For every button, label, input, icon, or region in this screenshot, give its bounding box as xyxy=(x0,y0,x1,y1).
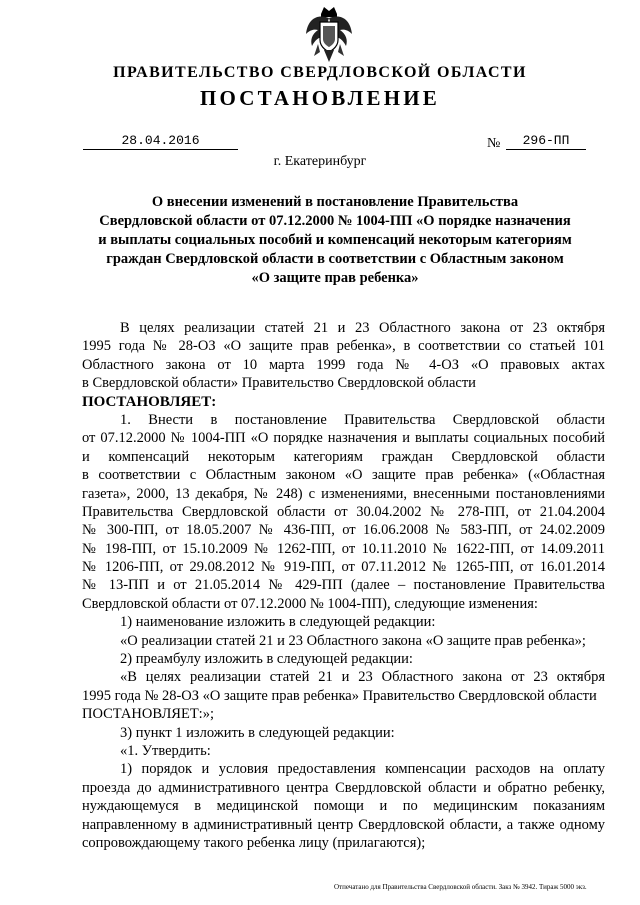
body-line: № 13-ПП и от 21.05.2014 № 429-ПП (далее – постановление Правительства xyxy=(82,577,605,594)
document-type: ПОСТАНОВЛЕНИЕ xyxy=(199,86,441,110)
title-line: граждан Свердловской области в соответствии с Областным законом xyxy=(106,251,564,267)
document-date: 28.04.2016 xyxy=(83,133,238,150)
number-sign: № xyxy=(487,136,501,151)
document-title xyxy=(70,193,600,288)
body-line: 1) наименование изложить в следующей редакции: xyxy=(120,614,436,631)
body-line: 1. Внести в постановление Правительства Свердловской области xyxy=(120,411,605,428)
body-line: в соответствии с Областным законом «О защите прав ребенка» («Областная xyxy=(82,467,605,484)
body-line: нуждающемуся в медицинской помощи и по медицинским показаниям xyxy=(82,798,605,815)
body-line: В целях реализации статей 21 и 23 Областного закона от 23 октября xyxy=(120,320,605,336)
document-number: 296-ПП xyxy=(506,133,586,150)
body-line: направленному в административный центр Свердловской области, а также одному xyxy=(82,816,605,833)
body-line: «1. Утвердить: xyxy=(120,742,211,759)
print-footer: Отпечатано для Правительства Свердловской области. Закз № 3942. Тираж 5000 экз. xyxy=(334,883,587,891)
body-line: Областного закона от 10 марта 1999 года № 4-ОЗ «О правовых актах xyxy=(82,356,605,373)
body-line: сопровождающему такого ребенка лицу (прилагаются); xyxy=(82,834,426,851)
title-line: и выплаты социальных пособий и компенсаций некоторым категориям xyxy=(98,232,572,248)
body-line: «О реализации статей 21 и 23 Областного закона «О защите прав ребенка»; xyxy=(120,632,586,649)
body-line: № 1206-ПП, от 29.08.2012 № 919-ПП, от 07.11.2012 № 1265-ПП, от 16.01.2014 xyxy=(82,559,605,576)
body-line: 1995 года № 28-ОЗ «О защите прав ребенка», в соответствии со статьей 101 xyxy=(82,338,605,355)
body-line: и компенсаций некоторым категориям граждан Свердловской области xyxy=(82,448,605,465)
body-line: 2) преамбулу изложить в следующей редакции: xyxy=(120,651,413,668)
title-line: Свердловской области от 07.12.2000 № 1004-ПП «О порядке назначения xyxy=(99,213,571,229)
title-line: «О защите прав ребенка» xyxy=(251,270,419,286)
body-line: проезда до административного центра Свердловской области и обратно ребенку, xyxy=(82,779,605,796)
body-line: «В целях реализации статей 21 и 23 Областного закона от 23 октября xyxy=(120,669,605,686)
body-line: ПОСТАНОВЛЯЕТ: xyxy=(82,393,217,410)
body-line: от 07.12.2000 № 1004-ПП «О порядке назначения и выплаты социальных пособий xyxy=(82,430,605,447)
body-line: № 198-ПП, от 15.10.2009 № 1262-ПП, от 10.11.2010 № 1622-ПП, от 14.09.2011 xyxy=(82,540,605,557)
body-line: газета», 2000, 13 декабря, № 248) с изменениями, внесенными постановлениями xyxy=(82,485,605,502)
organization-name: ПРАВИТЕЛЬСТВО СВЕРДЛОВСКОЙ ОБЛАСТИ xyxy=(113,64,527,81)
body-line: № 300-ПП, от 18.05.2007 № 436-ПП, от 16.06.2008 № 583-ПП, от 24.02.2009 xyxy=(82,522,605,539)
body-line: 1995 года № 28-ОЗ «О защите прав ребенка» Правительство Свердловской области xyxy=(82,687,597,704)
body-line: Правительства Свердловской области от 30.04.2002 № 278-ПП, от 21.04.2004 xyxy=(82,503,605,520)
body-line: в Свердловской области» Правительство Свердловской области xyxy=(82,375,476,392)
body-line: 3) пункт 1 изложить в следующей редакции: xyxy=(120,724,395,741)
document-body xyxy=(82,319,605,852)
city-name: г. Екатеринбург xyxy=(273,154,367,169)
body-line: 1) порядок и условия предоставления компенсации расходов на оплату xyxy=(120,761,605,778)
body-line: ПОСТАНОВЛЯЕТ:»; xyxy=(82,706,214,723)
title-line: О внесении изменений в постановление Правительства xyxy=(151,194,519,210)
coat-of-arms-icon xyxy=(304,4,354,66)
body-line: Свердловской области от 07.12.2000 № 1004-ПП), следующие изменения: xyxy=(82,595,538,612)
